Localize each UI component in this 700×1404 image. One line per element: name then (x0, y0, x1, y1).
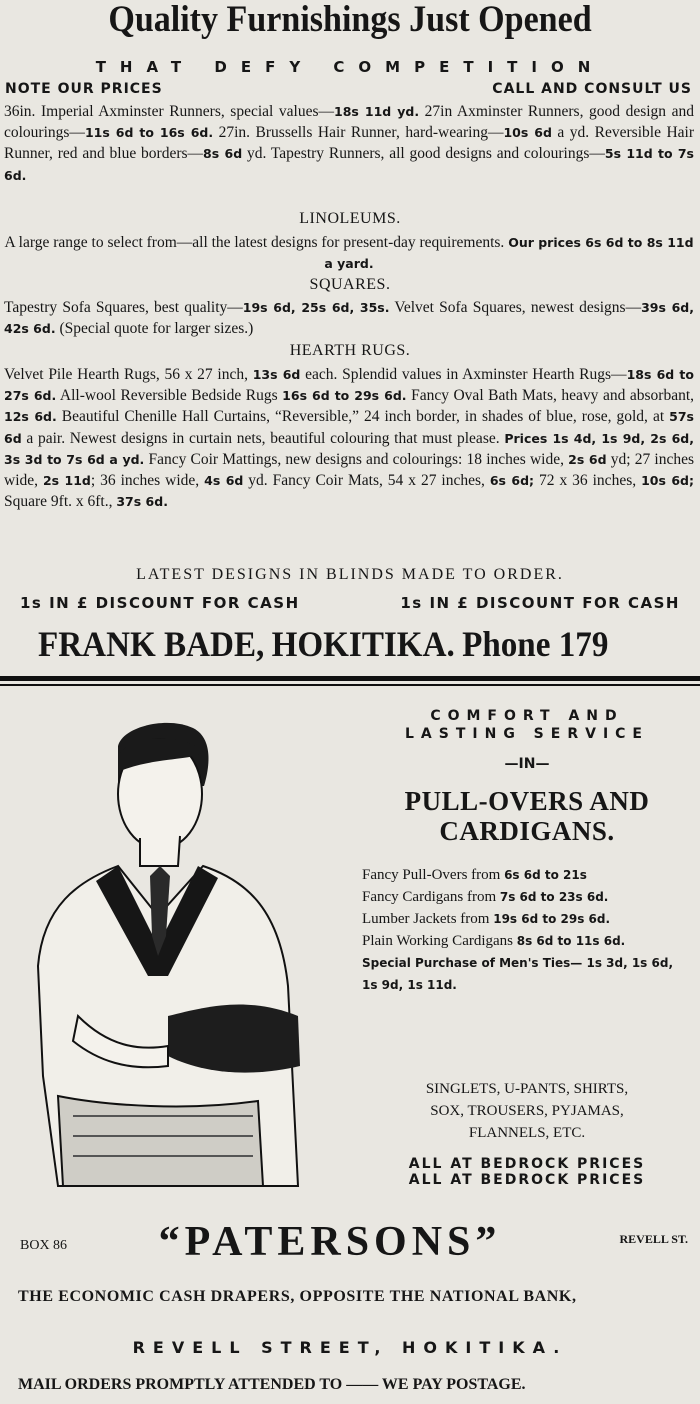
discount-left: 1s IN £ DISCOUNT FOR CASH (20, 594, 300, 612)
text: Square 9ft. x 6ft., (4, 493, 117, 511)
item-text: Fancy Cardigans from (362, 889, 500, 905)
list-item (362, 886, 692, 908)
price: 4s 6d (204, 473, 244, 489)
list-item (362, 908, 692, 930)
price: 19s 6d, 25s 6d, 35s. (242, 300, 390, 315)
price: 18s 6d to 27s 6d. (4, 367, 694, 404)
list-item (362, 930, 692, 952)
list-item (362, 952, 692, 996)
pullovers-title-1: PULL-OVERS AND (404, 786, 650, 816)
price: 11s 6d to 16s 6d. (84, 125, 214, 141)
text: 72 x 36 inches, (534, 472, 642, 490)
text: each. Splendid values in Axminster Hearth Rugs— (300, 366, 627, 383)
text: ; 36 inches wide, (90, 472, 205, 490)
text: Fancy Oval Bath Mats, heavy and absorbant, (406, 387, 695, 405)
price: 18s 11d yd. (334, 104, 420, 119)
price: Our prices 6s 6d to 8s 11d a yard. (324, 235, 694, 272)
text: 36in. Imperial Axminster Runners, special values— (4, 103, 334, 120)
text: 27in Axminster Runners, good design and colourings— (4, 103, 694, 142)
item-text: Plain Working Cardigans (362, 933, 517, 949)
price: 16s 6d to 29s 6d. (282, 388, 407, 404)
man-illustration-icon (18, 716, 318, 1216)
price: 12s 6d. (4, 409, 57, 425)
consult-label: CALL AND CONSULT US (492, 81, 692, 97)
text: Tapestry Sofa Squares, best quality— (4, 299, 243, 316)
text: 27in. Brussells Hair Runner, hard-wearing— (213, 124, 504, 142)
price: 6s 6d; (489, 473, 535, 489)
lasting-line: LASTING SERVICE (405, 726, 649, 742)
item-price: 8s 6d to 11s 6d. (516, 934, 626, 948)
advertiser-signature (38, 622, 608, 666)
text: yd; 27 inches wide, (4, 450, 694, 490)
discount-line (20, 594, 680, 612)
price: 57s 6d (4, 409, 694, 446)
squares-paragraph (4, 297, 694, 339)
mail-orders-line: MAIL ORDERS PROMPTLY ATTENDED TO —— WE PAY POSTAGE. (18, 1376, 526, 1393)
item-text: Special Purchase of Men's Ties— (362, 956, 587, 970)
ad-subtitle: THAT DEFY COMPETITION (95, 58, 605, 76)
hearth-rugs-heading: HEARTH RUGS. (289, 342, 411, 359)
text: Beautiful Chenille Hall Curtains, “Reversible,” 24 inch border, in shades of blue, rose, gold, at (56, 408, 670, 426)
price: 39s 6d, 42s 6d. (4, 300, 694, 337)
text: yd. Fancy Coir Mats, 54 x 27 inches, (243, 472, 490, 490)
price: 2s 11d (42, 473, 91, 489)
text: Fancy Coir Mattings, new designs and colourings: 18 inches wide, (144, 450, 569, 468)
text: Velvet Pile Hearth Rugs, 56 x 27 inch, (4, 366, 253, 383)
caps-line-2: SOX, TROUSERS, PYJAMAS, (430, 1103, 624, 1119)
item-text: Lumber Jackets from (362, 911, 494, 927)
furnishings-advertisement (0, 0, 700, 672)
squares-heading: SQUARES. (309, 276, 391, 293)
item-price: 6s 6d to 21s (504, 868, 587, 882)
pullovers-advertisement (0, 686, 700, 1404)
caps-line-1: SINGLETS, U-PANTS, SHIRTS, (425, 1081, 629, 1097)
item-price: 19s 6d to 29s 6d. (493, 912, 611, 926)
discount-right: 1s IN £ DISCOUNT FOR CASH (400, 594, 680, 612)
text: A large range to select from—all the latest designs for present-day requirements. (4, 234, 509, 251)
caps-lines (362, 1078, 692, 1188)
item-price: 7s 6d to 23s 6d. (499, 890, 609, 904)
bedrock-line-1: ALL AT BEDROCK PRICES (408, 1156, 646, 1172)
brand-name: “PATERSONS” (158, 1219, 502, 1265)
in-line: —IN— (504, 756, 550, 772)
price: 37s 6d. (116, 494, 168, 510)
ad-title: Quality Furnishings Just Opened (108, 0, 592, 40)
box-number: BOX 86 (20, 1238, 68, 1253)
comfort-line: COMFORT AND (430, 708, 624, 724)
price: 10s 6d; (641, 473, 694, 489)
advertiser-phone: Phone 179 (462, 624, 609, 664)
runners-paragraph (4, 101, 694, 186)
street-line: REVELL STREET, HOKITIKA. (132, 1338, 568, 1357)
advertiser-name: FRANK BADE, (38, 624, 265, 664)
hearth-rugs-paragraph (4, 364, 694, 512)
street-short: REVELL ST. (619, 1232, 688, 1246)
text: yd. Tapestry Runners, all good designs and colourings— (242, 145, 605, 163)
pullovers-title-2: CARDIGANS. (439, 816, 615, 846)
text: All-wool Reversible Bedside Rugs (56, 387, 283, 405)
item-text: Fancy Pull-Overs from (362, 867, 505, 883)
price: 2s 6d (568, 451, 607, 467)
price: Prices 1s 4d, 1s 9d, 2s 6d, 3s 3d to 7s 6d a yd. (4, 430, 694, 467)
linoleums-paragraph (4, 232, 694, 274)
text: a yd. Reversible Hair Runner, red and blue borders— (4, 124, 694, 163)
text: Velvet Sofa Squares, newest designs— (389, 299, 642, 316)
price-list (362, 864, 692, 996)
text: a pair. Newest designs in curtain nets, beautiful colouring that must please. (21, 429, 505, 447)
ad2-heading (362, 708, 692, 846)
linoleums-heading: LINOLEUMS. (299, 210, 401, 227)
price: 10s 6d (503, 125, 552, 141)
text: (Special quote for larger sizes.) (55, 320, 254, 338)
price: 5s 11d to 7s 6d. (4, 146, 694, 183)
bedrock-line-2: ALL AT BEDROCK PRICES (408, 1172, 646, 1188)
note-prices-label: NOTE OUR PRICES (5, 81, 163, 97)
drapers-line: THE ECONOMIC CASH DRAPERS, OPPOSITE THE NATIONAL BANK, (18, 1288, 577, 1305)
price: 8s 6d (203, 146, 243, 162)
item-price: 1s 3d, 1s 6d, 1s 9d, 1s 11d. (362, 956, 673, 992)
blinds-line: LATEST DESIGNS IN BLINDS MADE TO ORDER. (136, 566, 564, 583)
divider-rule (0, 676, 700, 681)
advertiser-town: HOKITIKA. (271, 624, 455, 664)
list-item (362, 864, 692, 886)
price: 13s 6d (252, 367, 301, 382)
caps-line-3: FLANNELS, ETC. (468, 1125, 586, 1141)
